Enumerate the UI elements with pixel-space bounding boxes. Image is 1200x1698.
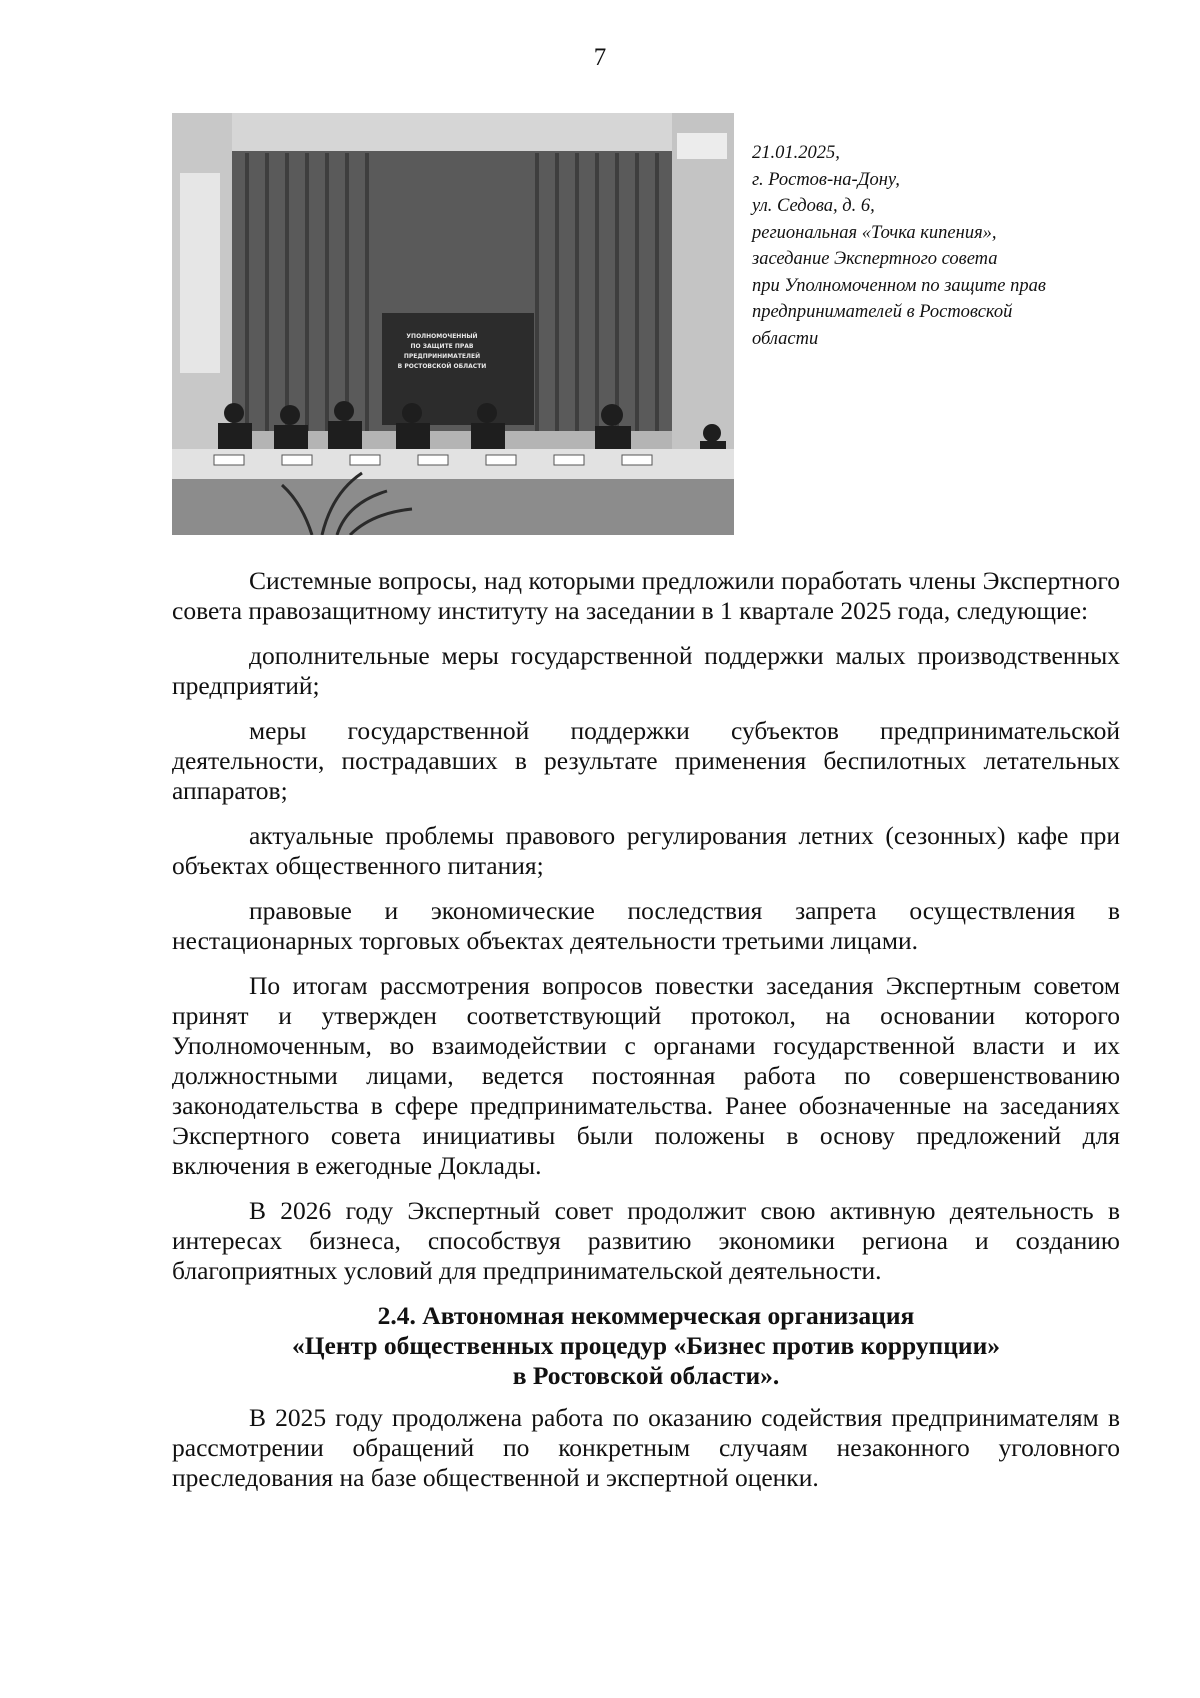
- conference-photo: [172, 113, 734, 535]
- photo-caption: [752, 140, 1132, 352]
- section-heading: [172, 1301, 1120, 1391]
- caption-line: области: [752, 328, 819, 349]
- svg-text:В РОСТОВСКОЙ ОБЛАСТИ: В РОСТОВСКОЙ ОБЛАСТИ: [397, 363, 487, 370]
- paragraph: актуальные проблемы правового регулирования летних (сезонных) кафе при объектах общественного питания;: [172, 821, 1120, 880]
- paragraph: меры государственной поддержки субъектов предпринимательской деятельности, пострадавших в результате применения беспилотных летательных аппаратов;: [172, 716, 1120, 805]
- caption-line: ул. Седова, д. 6,: [752, 196, 875, 216]
- caption-line: предпринимателей в Ростовской: [752, 302, 1013, 322]
- paragraph: В 2026 году Экспертный совет продолжит свою активную деятельность в интересах бизнеса, способствуя развитию экономики региона и созданию благоприятных условий для предпринимательской деятельности.: [172, 1196, 1120, 1285]
- caption-line: 21.01.2025,: [752, 143, 840, 163]
- paragraph: дополнительные меры государственной поддержки малых производственных предприятий;: [172, 641, 1120, 700]
- caption-line: при Уполномоченном по защите прав: [752, 275, 1046, 296]
- svg-text:ПО ЗАЩИТЕ ПРАВ: ПО ЗАЩИТЕ ПРАВ: [410, 343, 474, 350]
- caption-line: региональная «Точка кипения»,: [752, 222, 997, 243]
- section-heading-line: «Центр общественных процедур «Бизнес против коррупции»: [291, 1331, 1001, 1360]
- conference-photo-icon: [172, 113, 734, 535]
- caption-line: заседание Экспертного совета: [752, 249, 998, 269]
- svg-text:ПРЕДПРИНИМАТЕЛЕЙ: ПРЕДПРИНИМАТЕЛЕЙ: [403, 353, 481, 360]
- section-heading-line: в Ростовской области».: [512, 1361, 780, 1390]
- paragraph: правовые и экономические последствия запрета осуществления в нестационарных торговых объектах деятельности третьими лицами.: [172, 896, 1120, 955]
- caption-line: г. Ростов-на-Дону,: [752, 169, 900, 190]
- paragraph: По итогам рассмотрения вопросов повестки заседания Экспертным советом принят и утвержден соответствующий протокол, на основании которого Уполномоченным, во взаимодействии с органами государственной власти и их должностными лицами, ведется постоянная работа по совершенствованию законодательства в сфере предпринимательства. Ранее обозначенные на заседаниях Экспертного совета инициативы были положены в основу предложений для включения в ежегодные Доклады.: [172, 971, 1120, 1180]
- document-body: [172, 566, 1120, 1508]
- svg-text:УПОЛНОМОЧЕННЫЙ: УПОЛНОМОЧЕННЫЙ: [406, 333, 478, 340]
- section-heading-line: 2.4. Автономная некоммерческая организация: [377, 1301, 915, 1330]
- page-number: 7: [593, 44, 607, 71]
- paragraph: Системные вопросы, над которыми предложили поработать члены Экспертного совета правозащитному институту на заседании в 1 квартале 2025 года, следующие:: [172, 566, 1120, 625]
- paragraph: В 2025 году продолжена работа по оказанию содействия предпринимателям в рассмотрении обращений по конкретным случаям незаконного уголовного преследования на базе общественной и экспертной оценки.: [172, 1403, 1120, 1492]
